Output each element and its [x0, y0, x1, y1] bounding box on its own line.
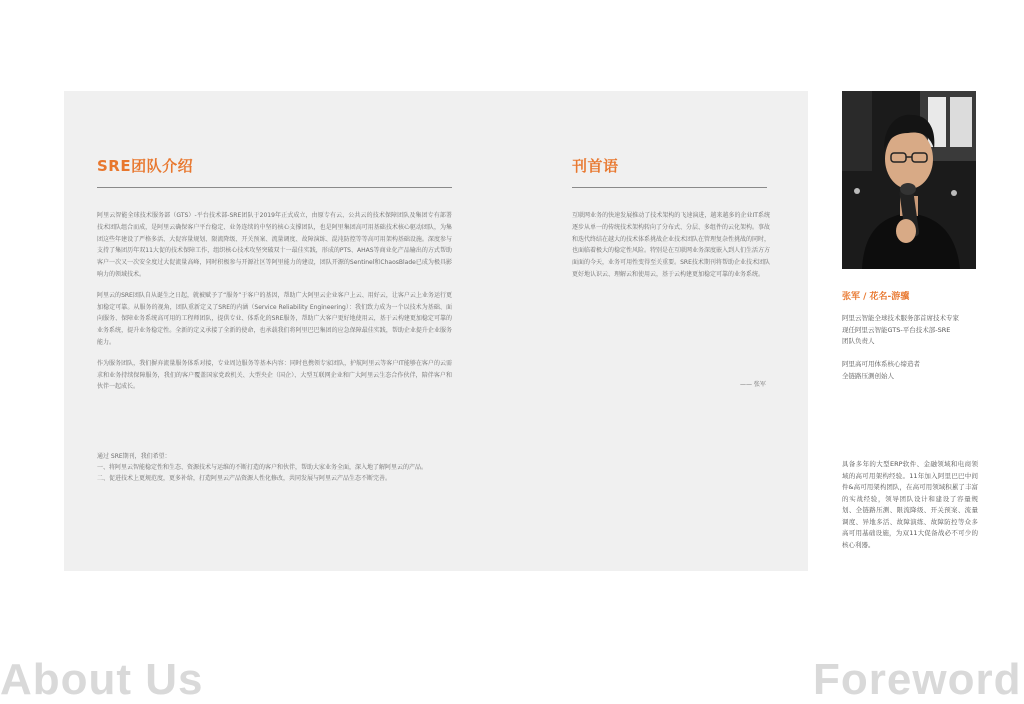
about-body	[97, 210, 452, 402]
footnote-line-2: 一、将阿里云智能稳定性和生态、资源技术与运维的不断打造的客户和伙伴，帮助大家业务全面，深入地了解阿里云的产品。	[97, 464, 428, 471]
about-paragraph-2: 阿里云的SRE团队自从诞生之日起，就被赋予了“服务”于客户的基因，帮助广大阿里云企业客户上云、用好云，让客户云上业务运行更加稳定可靠。从服务的视角，团队重新定义了SRE的内涵（Service Reliability Engineering）：我们致力成为一个以技术为基础、面向服务、保障业务系统高可用的工程师团队，提供专业、体系化的SRE服务，帮助广大客户更好地使用云，基于云构建更加稳定可靠的业务系统，提升业务稳定性。全新的定义承接了全新的使命，也承载我们将阿里巴巴集团的应急保障最佳实践，帮助企业提升企业服务能力。	[97, 291, 452, 346]
footnote-line-1: 通过 SRE期刊，我们希望：	[97, 453, 171, 460]
about-title-rule	[97, 187, 452, 188]
bio-line-1: 阿里云智能全球技术服务部首席技术专家	[842, 314, 959, 322]
about-paragraph-1: 阿里云智能全球技术服务部（GTS）-平台技术部-SRE团队于2019年正式成立，由原专有云、公共云的技术保障团队及集团专有部署技术团队组合而成，是阿里云确保客户平台稳定、业务连续的中坚的核心支撑团队，也是阿里集团高可用基础技术核心驱动团队，为集团这些年建设了严格多活、大促容量规划、限流降级、开关预案、流量调度、故障演练、混沌防控等等高可用架构基础设施。深度参与支持了集团历年双11大促的技术保障工作，组织核心技术攻坚突破双十一最佳实践，形成的PTS、AHAS等商业化产品输出的方式帮助客户一次又一次安全度过大促流量高峰，同时积极参与开源社区等阿里能力的建设，团队开源的Sentinel和ChaosBlade已成为极具影响力的领域技术。	[97, 212, 452, 278]
foreword-title-rule	[572, 187, 767, 188]
foreword-paragraph: 互联网业务的快速发展推动了技术架构的飞速演进，越来越多的企业IT系统逐步从单一的传统技术架构转向了分布式、分层、多组件的云化架构。事故和迭代终结在越大的技术体系挑战企业技术团队在管理复杂性挑战的同时，也面临着极大的稳定性风险。特别是在互联网业务深度嵌入到人们生活方方面面的今天，业务可用性变得至关重要。SRE技术期刊将帮助企业技术团队更好地认识云、理解云和使用云，基于云构建更加稳定可靠的业务系统。	[572, 212, 771, 278]
foreword-watermark: Foreword	[813, 655, 1022, 704]
about-footnote	[97, 451, 457, 484]
author-bio	[842, 313, 982, 382]
bio-line-5: 阿里高可用体系核心缔造者	[842, 360, 920, 368]
foreword-body	[572, 210, 770, 290]
bio-line-2: 现任阿里云智能GTS-平台技术部-SRE	[842, 325, 951, 334]
bio-line-6: 全链路压测创始人	[842, 371, 894, 380]
footnote-line-3: 二、促进技术上更规范度，更多补给，打造阿里云产品资源人性化修改，共同发展与阿里云产品生态不断完善。	[97, 475, 392, 482]
author-name: 张军 / 花名-游骥	[842, 292, 910, 302]
author-photo	[842, 91, 976, 269]
author-photo-illustration	[842, 91, 976, 269]
bio-line-3: 团队负责人	[842, 337, 875, 345]
foreword-signature: —— 张军	[740, 381, 766, 388]
about-title: SRE团队介绍	[97, 157, 194, 175]
bio-line-4	[842, 348, 982, 360]
about-us-watermark: About Us	[0, 655, 204, 704]
about-paragraph-3: 作为服务团队，我们摒弃流量服务体系对接，专业周边服务等基本内容：同时也携领专家团队，护航阿里云等客户IT能够在客户的云需求和业务持续保障服务，我们的客户覆盖国家党政机关、大型央企（国企）、大型互联网企业和广大阿里云生态合作伙伴，陪伴客户和伙伴一起成长。	[97, 359, 452, 391]
author-intro: 具备多年的大型ERP软件、金融领域和电商领域的高可用架构经验。11年加入阿里巴巴中间件&高可用架构团队，在高可用领域积累了丰富的实战经验，领导团队设计和建设了容量规划、全链路压测、限流降级、开关预案、流量调度、异地多活、故障演练、故障防控等众多高可用基础设施，为双11大促备战必不可少的核心利器。	[842, 460, 978, 549]
foreword-title: 刊首语	[572, 157, 619, 175]
